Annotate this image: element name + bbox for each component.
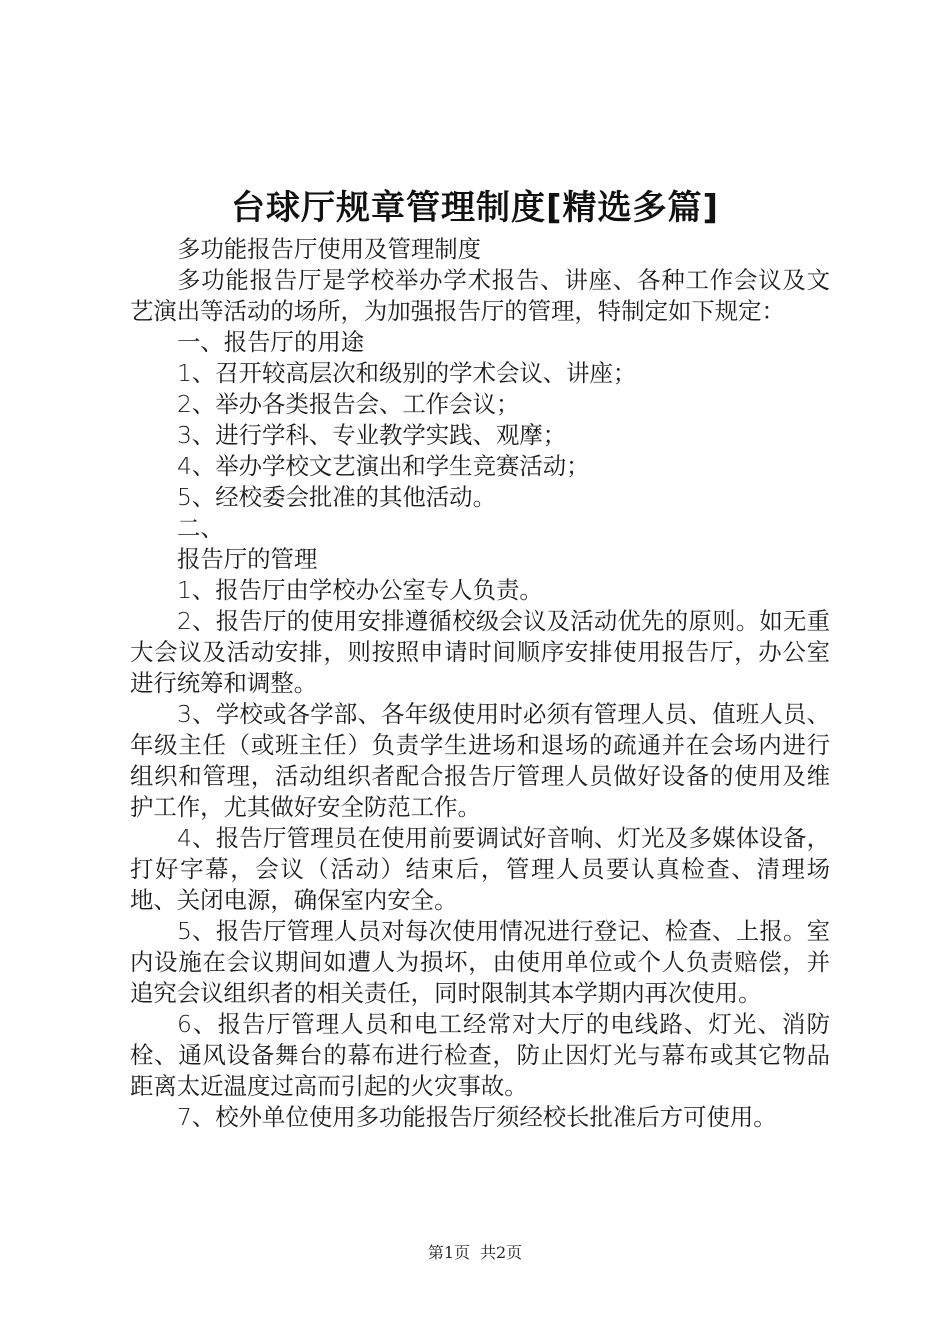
document-title: 台球厅规章管理制度[精选多篇] <box>230 188 720 228</box>
page-total: 共2页 <box>480 1243 523 1262</box>
document-body <box>130 234 830 1133</box>
section-heading: 报告厅的管理 <box>177 545 318 573</box>
list-item: 1、报告厅由学校办公室专人负责。 <box>177 576 543 604</box>
section-number: 二、 <box>177 514 224 542</box>
list-item: 3、学校或各学部、各年级使用时必须有管理人员、值班人员、年级主任（或班主任）负责学生进场和退场的疏通并在会场内进行组织和管理，活动组织者配合报告厅管理人员做好设备的使用及维护工作，尤其做好安全防范工作。 <box>130 700 830 821</box>
list-item: 7、校外单位使用多功能报告厅须经校长批准后方可使用。 <box>177 1103 777 1131</box>
list-item: 5、报告厅管理人员对每次使用情况进行登记、检查、上报。室内设施在会议期间如遭人为损坏，由使用单位或个人负责赔偿，并追究会议组织者的相关责任，同时限制其本学期内再次使用。 <box>130 917 830 1007</box>
paragraph: 多功能报告厅是学校举办学术报告、讲座、各种工作会议及文艺演出等活动的场所，为加强报告厅的管理，特制定如下规定： <box>130 266 830 325</box>
paragraph: 多功能报告厅使用及管理制度 <box>177 235 482 263</box>
list-item: 2、举办各类报告会、工作会议； <box>177 390 520 418</box>
list-item: 3、进行学科、专业教学实践、观摩； <box>177 421 567 449</box>
list-item: 1、召开较高层次和级别的学术会议、讲座； <box>177 359 637 387</box>
list-item: 5、经校委会批准的其他活动。 <box>177 483 496 511</box>
section-heading: 一、报告厅的用途 <box>177 328 365 356</box>
list-item: 2、报告厅的使用安排遵循校级会议及活动优先的原则。如无重大会议及活动安排，则按照申请时间顺序安排使用报告厅，办公室进行统筹和调整。 <box>130 607 830 697</box>
list-item: 6、报告厅管理人员和电工经常对大厅的电线路、灯光、消防栓、通风设备舞台的幕布进行检查，防止因灯光与幕布或其它物品距离太近温度过高而引起的火灾事故。 <box>130 1010 830 1100</box>
page-number: 第1页 <box>427 1243 470 1262</box>
list-item: 4、举办学校文艺演出和学生竞赛活动； <box>177 452 590 480</box>
page-footer <box>0 1241 950 1265</box>
list-item: 4、报告厅管理员在使用前要调试好音响、灯光及多媒体设备，打好字幕，会议（活动）结束后，管理人员要认真检查、清理场地、关闭电源，确保室内安全。 <box>130 824 830 914</box>
